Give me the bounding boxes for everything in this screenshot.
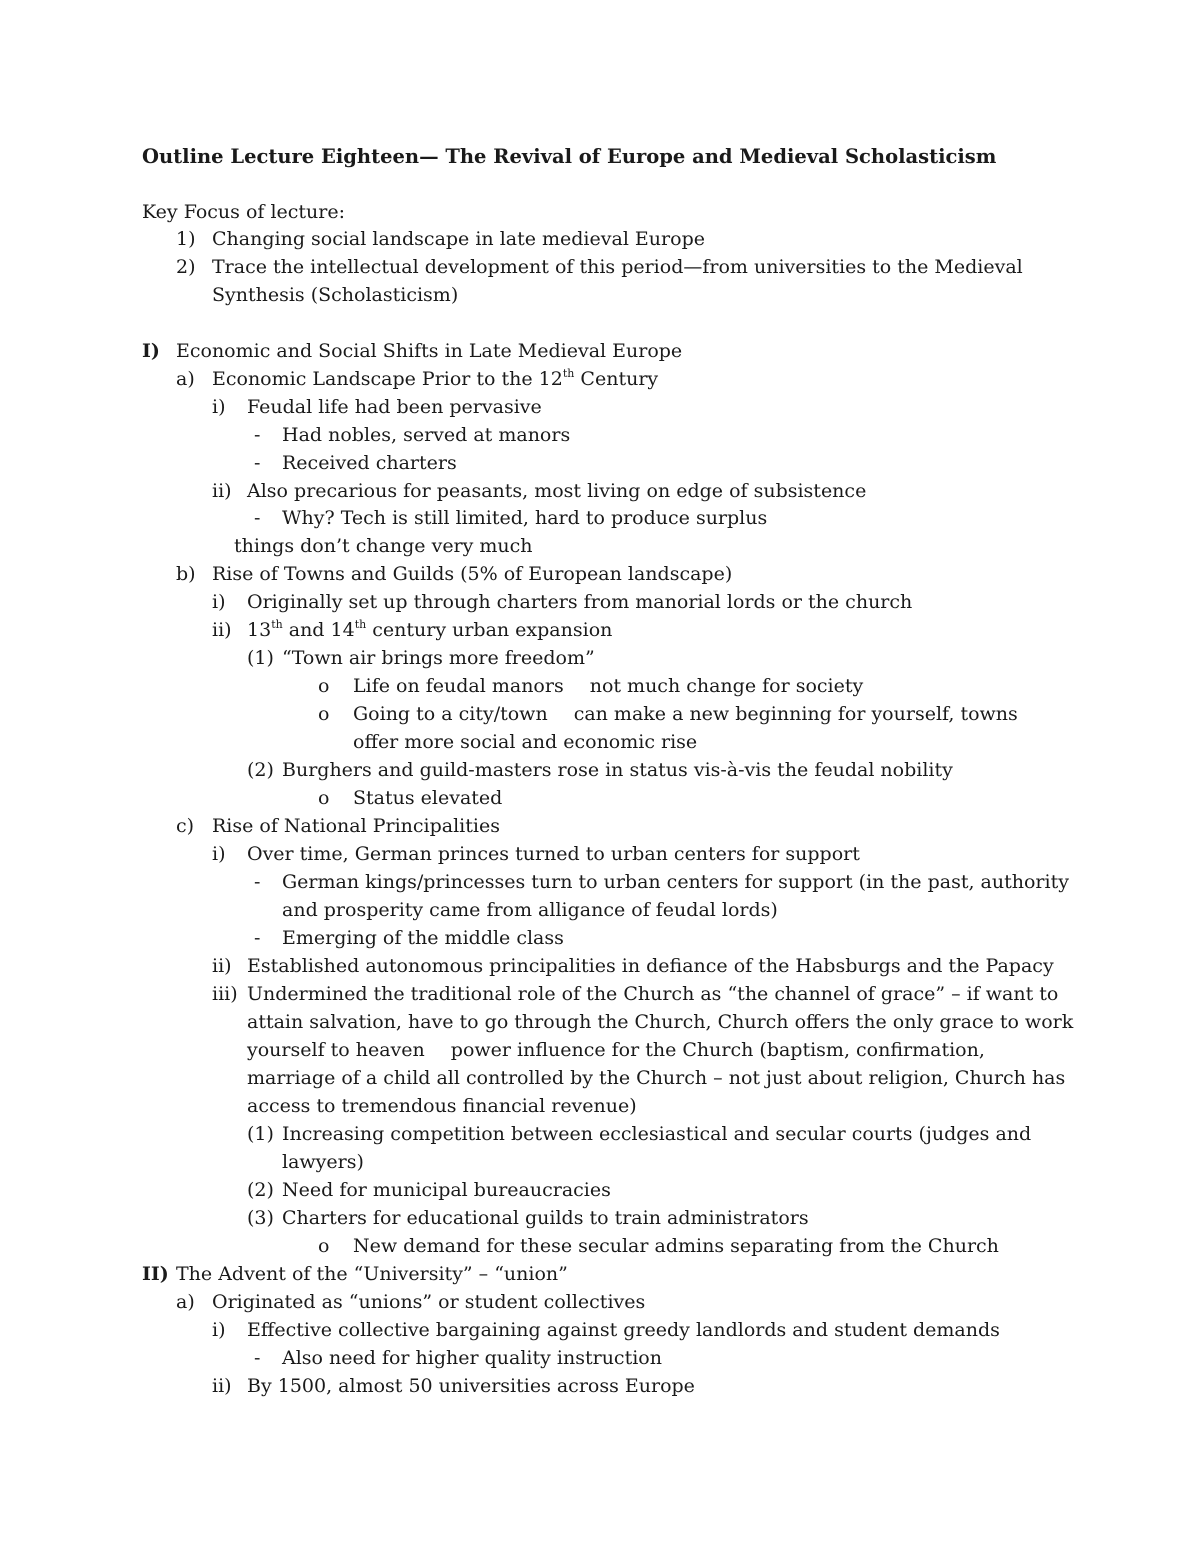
list-item: 13th and 14th century urban expansion <box>247 618 613 641</box>
list-item: Need for municipal bureaucracies <box>282 1179 611 1201</box>
list-item: Feudal life had been pervasive <box>247 396 542 418</box>
list-item-continuation: offer more social and economic rise <box>353 731 698 753</box>
list-item: New demand for these secular admins separating from the Church <box>353 1235 999 1257</box>
list-item-continuation: lawyers) <box>282 1151 364 1173</box>
subsection-heading: Rise of Towns and Guilds (5% of European landscape) <box>212 563 733 585</box>
list-item: Received charters <box>282 452 457 474</box>
subsection-heading: Rise of National Principalities <box>212 815 500 837</box>
list-marker: i) <box>212 1319 226 1341</box>
key-focus-item: Trace the intellectual development of this period—from universities to the Medieval <box>212 256 1023 278</box>
list-marker: c) <box>176 815 195 837</box>
circle-bullet: o <box>318 703 330 725</box>
list-item-continuation: and prosperity came from alligance of feudal lords) <box>282 899 778 921</box>
section-heading: The Advent of the “University” – “union” <box>176 1263 568 1285</box>
list-item: Burghers and guild-masters rose in status vis-à-vis the feudal nobility <box>282 759 953 781</box>
list-marker: (2) <box>247 759 274 781</box>
list-marker: 2) <box>176 256 196 278</box>
circle-bullet: o <box>318 1235 330 1257</box>
list-marker: (1) <box>247 1123 274 1145</box>
circle-bullet: o <box>318 787 330 809</box>
list-item: Going to a city/town can make a new beginning for yourself, towns <box>353 703 1018 725</box>
dash-bullet: - <box>254 424 261 446</box>
list-item: German kings/princesses turn to urban centers for support (in the past, authority <box>282 871 1069 893</box>
list-marker: ii) <box>212 1375 232 1397</box>
list-marker: (3) <box>247 1207 274 1229</box>
dash-bullet: - <box>254 871 261 893</box>
list-marker: b) <box>176 563 196 585</box>
list-marker: a) <box>176 368 195 390</box>
list-marker: (1) <box>247 647 274 669</box>
list-item: Charters for educational guilds to train administrators <box>282 1207 809 1229</box>
list-item: Status elevated <box>353 787 503 809</box>
key-focus-heading: Key Focus of lecture: <box>142 201 346 223</box>
list-item: By 1500, almost 50 universities across Europe <box>247 1375 695 1397</box>
section-marker: II) <box>142 1263 169 1285</box>
list-item: Had nobles, served at manors <box>282 424 571 446</box>
list-marker: i) <box>212 591 226 613</box>
list-item: Also precarious for peasants, most living on edge of subsistence <box>247 480 867 502</box>
circle-bullet: o <box>318 675 330 697</box>
subsection-heading: Economic Landscape Prior to the 12th Century <box>212 367 659 390</box>
list-marker: 1) <box>176 228 196 250</box>
list-item: Why? Tech is still limited, hard to produce surplus <box>282 507 768 529</box>
list-marker: iii) <box>212 983 238 1005</box>
list-marker: i) <box>212 843 226 865</box>
dash-bullet: - <box>254 1347 261 1369</box>
list-item: Also need for higher quality instruction <box>282 1347 662 1369</box>
list-item: Originally set up through charters from manorial lords or the church <box>247 591 913 613</box>
list-marker: (2) <box>247 1179 274 1201</box>
section-heading: Economic and Social Shifts in Late Medieval Europe <box>176 340 683 362</box>
list-item: Undermined the traditional role of the Church as “the channel of grace” – if want to <box>247 983 1059 1005</box>
list-marker: ii) <box>212 619 232 641</box>
list-item: Life on feudal manors not much change for society <box>353 675 864 697</box>
subsection-heading: Originated as “unions” or student collectives <box>212 1291 646 1313</box>
dash-bullet: - <box>254 507 261 529</box>
dash-bullet: - <box>254 452 261 474</box>
list-item: Emerging of the middle class <box>282 927 564 949</box>
list-item-continuation: yourself to heaven power influence for the Church (baptism, confirmation, <box>247 1039 985 1061</box>
list-item-continuation: marriage of a child all controlled by the Church – not just about religion, Church has <box>247 1067 1066 1089</box>
note-text: things don’t change very much <box>234 535 533 557</box>
dash-bullet: - <box>254 927 261 949</box>
list-marker: ii) <box>212 955 232 977</box>
key-focus-item-continuation: Synthesis (Scholasticism) <box>212 284 459 306</box>
list-item: Increasing competition between ecclesiastical and secular courts (judges and <box>282 1123 1032 1145</box>
list-marker: i) <box>212 396 226 418</box>
document-title: Outline Lecture Eighteen— The Revival of Europe and Medieval Scholasticism <box>142 145 997 168</box>
list-item-continuation: access to tremendous financial revenue) <box>247 1095 637 1117</box>
list-item: Over time, German princes turned to urban centers for support <box>247 843 860 865</box>
list-marker: a) <box>176 1291 195 1313</box>
section-marker: I) <box>142 340 160 362</box>
key-focus-item: Changing social landscape in late medieval Europe <box>212 228 705 250</box>
list-item: “Town air brings more freedom” <box>282 647 595 669</box>
list-marker: ii) <box>212 480 232 502</box>
list-item-continuation: attain salvation, have to go through the Church, Church offers the only grace to work <box>247 1011 1074 1033</box>
list-item: Effective collective bargaining against greedy landlords and student demands <box>247 1319 1000 1341</box>
list-item: Established autonomous principalities in defiance of the Habsburgs and the Papacy <box>247 955 1054 977</box>
